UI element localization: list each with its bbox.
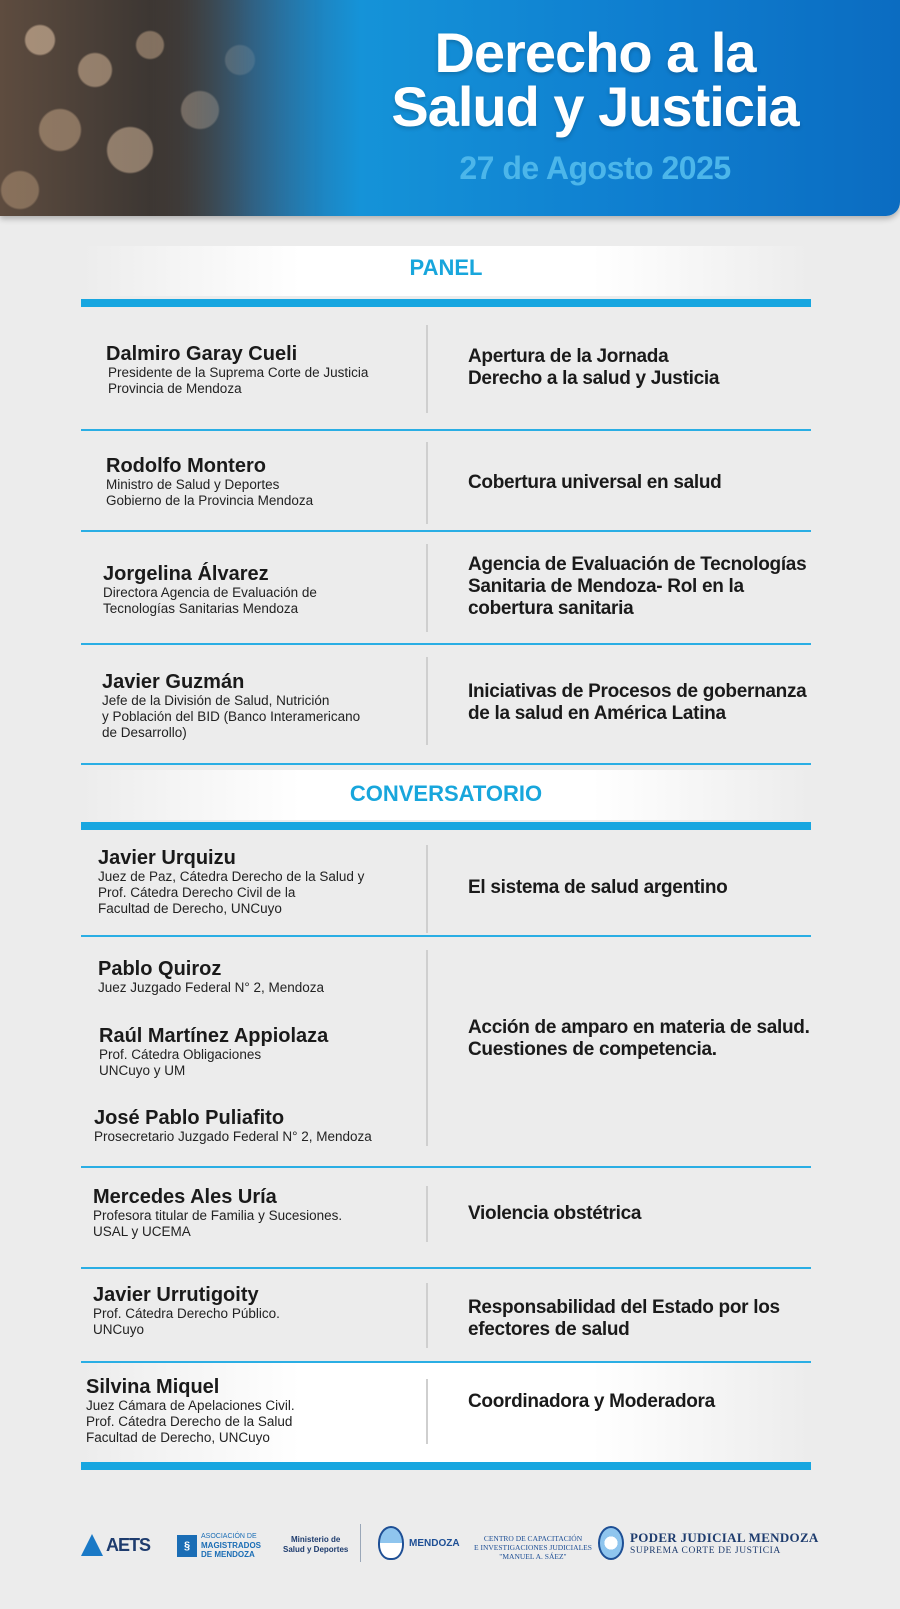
magistrados-line2: MAGISTRADOS bbox=[201, 1541, 261, 1550]
bottom-rule bbox=[81, 1462, 811, 1470]
topic-6: Acción de amparo en materia de salud. Cuestiones de competencia. bbox=[468, 1017, 810, 1060]
speaker-role: Jefe de la División de Salud, Nutrición y Población del BID (Banco Interamericano de Desarrollo) bbox=[102, 693, 361, 740]
row-rule bbox=[81, 643, 811, 645]
speaker-role: Juez de Paz, Cátedra Derecho de la Salud y Prof. Cátedra Derecho Civil de la Facultad de Derecho, UNCuyo bbox=[98, 869, 365, 916]
topic-5: El sistema de salud argentino bbox=[468, 877, 728, 898]
speaker-name: Mercedes Ales Uría bbox=[93, 1186, 277, 1208]
topic-8: Responsabilidad del Estado por los efectores de salud bbox=[468, 1297, 780, 1340]
row-divider bbox=[426, 442, 428, 524]
poder-judicial-logo bbox=[598, 1526, 819, 1560]
panel-heading: PANEL bbox=[81, 246, 811, 296]
speaker-1 bbox=[106, 343, 368, 397]
speaker-role: Directora Agencia de Evaluación de Tecnologías Sanitarias Mendoza bbox=[103, 585, 317, 616]
row-divider bbox=[426, 950, 428, 1146]
centro-line3: "MANUEL A. SÁEZ" bbox=[499, 1552, 567, 1561]
magistrados-logo bbox=[177, 1532, 261, 1559]
speaker-role: Ministro de Salud y Deportes Gobierno de la Provincia Mendoza bbox=[106, 477, 314, 508]
conversatorio-heading: CONVERSATORIO bbox=[81, 770, 811, 820]
speaker-name: José Pablo Puliafito bbox=[94, 1107, 285, 1129]
sponsor-logos bbox=[0, 1520, 900, 1570]
topic-1: Apertura de la Jornada Derecho a la salud y Justicia bbox=[468, 346, 720, 389]
centro-line1: CENTRO DE CAPACITACIÓN bbox=[483, 1534, 583, 1543]
logo-separator bbox=[360, 1524, 361, 1562]
speaker-4 bbox=[102, 671, 360, 741]
aets-logo bbox=[81, 1534, 150, 1556]
speaker-8 bbox=[94, 1107, 372, 1145]
speaker-10 bbox=[93, 1284, 280, 1338]
row-rule bbox=[81, 429, 811, 431]
magistrados-line1: ASOCIACIÓN DE bbox=[201, 1533, 257, 1540]
mendoza-wordmark: MENDOZA bbox=[409, 1537, 460, 1549]
speaker-role: Prof. Cátedra Derecho Público. UNCuyo bbox=[93, 1306, 280, 1337]
topic-7: Violencia obstétrica bbox=[468, 1203, 642, 1224]
speaker-role: Profesora titular de Familia y Sucesiones. USAL y UCEMA bbox=[93, 1208, 343, 1239]
crowd-photo bbox=[0, 0, 330, 216]
row-rule bbox=[81, 1166, 811, 1168]
mendoza-logo bbox=[378, 1526, 460, 1560]
speaker-name: Pablo Quiroz bbox=[98, 958, 222, 980]
row-rule bbox=[81, 935, 811, 937]
poder-judicial-title: PODER JUDICIAL MENDOZA bbox=[630, 1530, 819, 1545]
speaker-3 bbox=[103, 563, 317, 617]
speaker-name: Raúl Martínez Appiolaza bbox=[99, 1025, 329, 1047]
row-divider bbox=[426, 1283, 428, 1348]
ministerio-line2: Salud y Deportes bbox=[283, 1545, 349, 1554]
title-line-1: Derecho a la bbox=[434, 21, 756, 84]
speaker-9 bbox=[93, 1186, 342, 1240]
speaker-2 bbox=[106, 455, 313, 509]
title-line-2: Salud y Justicia bbox=[391, 75, 799, 138]
suprema-corte-subtitle: SUPREMA CORTE DE JUSTICIA bbox=[630, 1546, 781, 1556]
speaker-role: Prof. Cátedra Obligaciones UNCuyo y UM bbox=[99, 1047, 262, 1078]
speaker-name: Javier Urquizu bbox=[98, 847, 236, 869]
speaker-name: Silvina Miquel bbox=[86, 1376, 220, 1398]
speaker-role: Presidente de la Suprema Corte de Justicia Provincia de Mendoza bbox=[108, 365, 369, 396]
speaker-name: Jorgelina Álvarez bbox=[103, 563, 269, 585]
poder-judicial-seal-icon bbox=[598, 1526, 624, 1560]
speaker-role: Juez Juzgado Federal N° 2, Mendoza bbox=[98, 980, 325, 995]
row-divider bbox=[426, 544, 428, 632]
speaker-role: Juez Cámara de Apelaciones Civil. Prof. Cátedra Derecho de la Salud Facultad de Derecho, UNCuyo bbox=[86, 1398, 295, 1445]
aets-wordmark: AETS bbox=[106, 1534, 151, 1555]
magistrados-icon: § bbox=[177, 1535, 197, 1557]
row-divider bbox=[426, 657, 428, 745]
row-rule bbox=[81, 1267, 811, 1269]
conversatorio-top-rule bbox=[81, 822, 811, 830]
topic-3: Agencia de Evaluación de Tecnologías Sanitaria de Mendoza- Rol en la cobertura sanitaria bbox=[468, 554, 807, 619]
topic-2: Cobertura universal en salud bbox=[468, 472, 722, 493]
speaker-11 bbox=[86, 1376, 295, 1446]
magistrados-line3: DE MENDOZA bbox=[201, 1550, 255, 1559]
centro-line2: E INVESTIGACIONES JUDICIALES bbox=[474, 1543, 592, 1552]
row-divider bbox=[426, 325, 428, 413]
speaker-5 bbox=[98, 847, 364, 917]
topic-4: Iniciativas de Procesos de gobernanza de la salud en América Latina bbox=[468, 681, 807, 724]
row-rule bbox=[81, 530, 811, 532]
speaker-7 bbox=[99, 1025, 328, 1079]
speaker-role: Prosecretario Juzgado Federal N° 2, Mendoza bbox=[94, 1129, 372, 1144]
ministerio-line1: Ministerio de bbox=[291, 1535, 341, 1544]
centro-capacitacion-logo bbox=[474, 1534, 592, 1561]
speaker-name: Javier Guzmán bbox=[102, 671, 245, 693]
speaker-6 bbox=[98, 958, 324, 996]
event-date: 27 de Agosto 2025 bbox=[459, 150, 731, 186]
topic-9: Coordinadora y Moderadora bbox=[468, 1391, 715, 1412]
aets-icon bbox=[81, 1534, 103, 1556]
speaker-name: Dalmiro Garay Cueli bbox=[106, 343, 298, 365]
row-divider bbox=[426, 1186, 428, 1242]
row-rule bbox=[81, 763, 811, 765]
panel-top-rule bbox=[81, 299, 811, 307]
mendoza-seal-icon bbox=[378, 1526, 404, 1560]
page-title bbox=[340, 21, 850, 138]
ministerio-logo bbox=[283, 1535, 348, 1555]
speaker-name: Rodolfo Montero bbox=[106, 455, 266, 477]
speaker-name: Javier Urrutigoity bbox=[93, 1284, 259, 1306]
row-divider bbox=[426, 845, 428, 933]
header-banner bbox=[0, 0, 900, 216]
row-divider bbox=[426, 1379, 428, 1444]
